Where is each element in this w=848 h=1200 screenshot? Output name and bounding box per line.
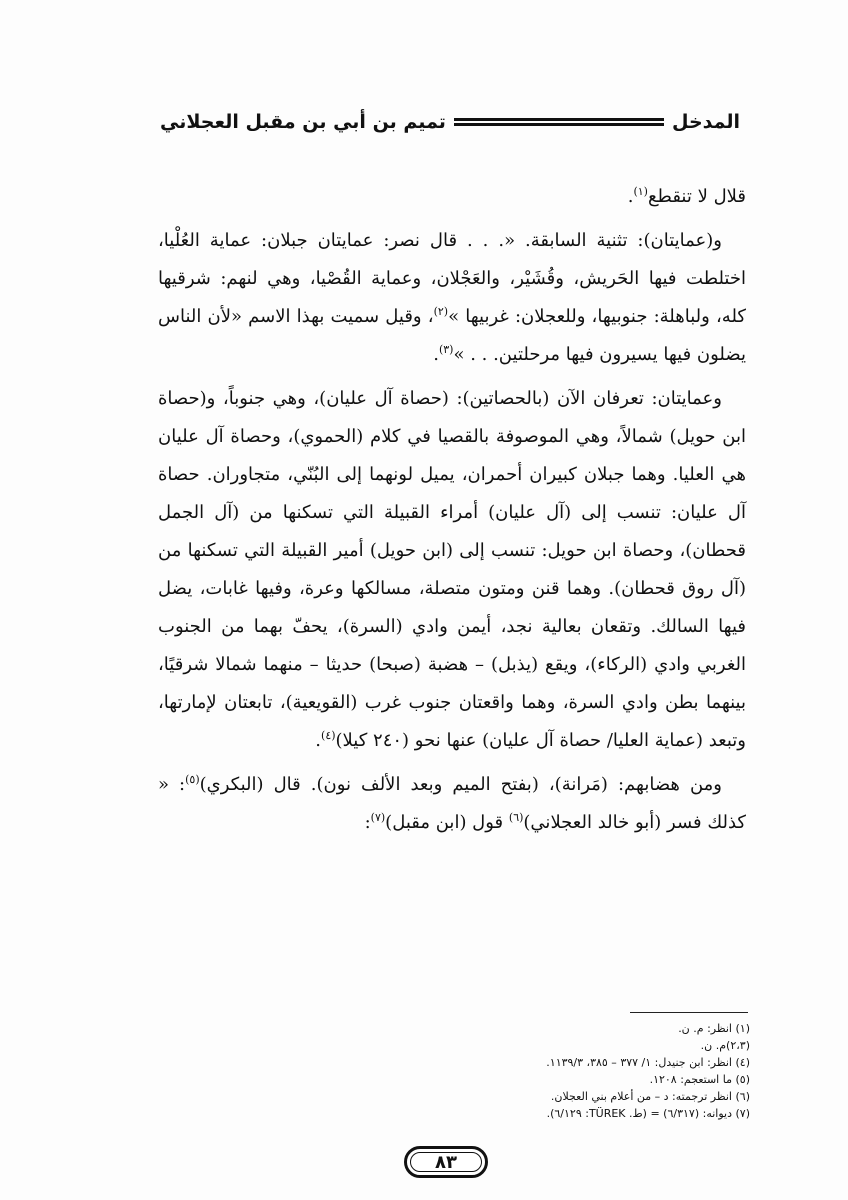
body-text [158, 178, 746, 842]
footnote: (٥) ما استعجم: ١٢٠٨. [649, 1073, 750, 1086]
running-header [160, 104, 740, 140]
paragraph: ومن هضابهم: (مَرانة)، (بفتح الميم وبعد الألف نون). قال (البكري)$^{(٥)}$: « كذلك فسر (أبو خالد العجلاني)$^{(٦)}$ قول (ابن مقبل)$^{(٧)}$: [158, 773, 746, 833]
page-number-frame [410, 1152, 482, 1172]
footnote-ref: (١) [633, 185, 648, 198]
footnote-divider [630, 1012, 748, 1013]
header-rule [454, 118, 664, 126]
footnote: (٦) انظر ترجمته: د – من أعلام بني العجلان. [550, 1090, 750, 1103]
footnote-ref: (٥) [185, 773, 200, 786]
footnote-ref: (٣) [438, 343, 454, 356]
footnote-ref: (٧) [370, 811, 386, 824]
paragraph: وعمايتان: تعرفان الآن (بالحصاتين): (حصاة آل عليان)، وهي جنوباً، و(حصاة ابن حويل) شمالاً، وهي الموصوفة بالقصيا في كلام (الحموي)، وحصاة آل عليان هي العليا. وهما جبلان كبيران أحمران، يميل لونهما إلى البُنّي، متجاوران. حصاة آل عليان: تنسب إلى (آل عليان) أمراء القبيلة التي تسكنها من (آل الجمل قحطان)، وحصاة ابن حويل: تنسب إلى (ابن حويل) أمير القبيلة التي تسكنها من (آل روق قحطان). وهما قنن ومتون متصلة، مسالكها وعرة، وفيها غابات، يضل فيها السالك. وتقعان بعالية نجد، أيمن وادي (السرة)، يحفّ بهما من الجنوب الغربي وادي (الركاء)، ويقع (يذبل) – هضبة (صبحا) حديثا – منهما شمالا شرقيًا، بينهما بطن وادي السرة، وهما واقعتان جنوب غرب (القويعية)، تابعتان لإمارتها، وتبعد (عماية العليا/ حصاة آل عليان) عنها نحو (٢٤٠ كيلا)$^{(٤)}$. [158, 388, 747, 751]
paragraph: و(عمايتان): تثنية السابقة. «. . . قال نصر: عمايتان جبلان: عماية العُلْيا، اختلطت فيها الحَريش، وقُشَيْر، والعَجْلان، وعماية القُصْيا، وهي لنهم: شرقيها كله، ولباهلة: جنوبيها، وللعجلان: غربيها »$^{(٢)}$، وقيل سميت بهذا الاسم «لأن الناس يضلون فيها يسيرون فيها مرحلتين. . . »$^{(٣)}$. [158, 230, 746, 365]
footnote: (١) انظر: م. ن. [678, 1022, 750, 1035]
footnote: (٤) انظر: ابن جنيدل: ١/ ٣٧٧ – ٣٨٥، ١١٣٩/٣. [546, 1056, 750, 1069]
book-title: تميم بن أبي بن مقبل العجلاني [160, 111, 446, 133]
footnote-ref: (٦) [508, 811, 524, 824]
footnote: (٧) ديوانه: (٦/٣١٧) = (ط. TÜREK: ٦/١٢٩). [546, 1107, 750, 1120]
footnote-ref: (٤) [321, 729, 336, 742]
page-number-text: ٨٣ [435, 1151, 457, 1173]
footnotes [450, 1020, 750, 1122]
footnote-ref: (٢) [433, 305, 449, 318]
paragraph: قلال لا تنقطع$^{(١)}$. [627, 185, 746, 207]
section-label: المدخل [671, 111, 740, 133]
footnote: (٢،٣)م. ن. [700, 1039, 750, 1052]
page-number [404, 1146, 488, 1178]
